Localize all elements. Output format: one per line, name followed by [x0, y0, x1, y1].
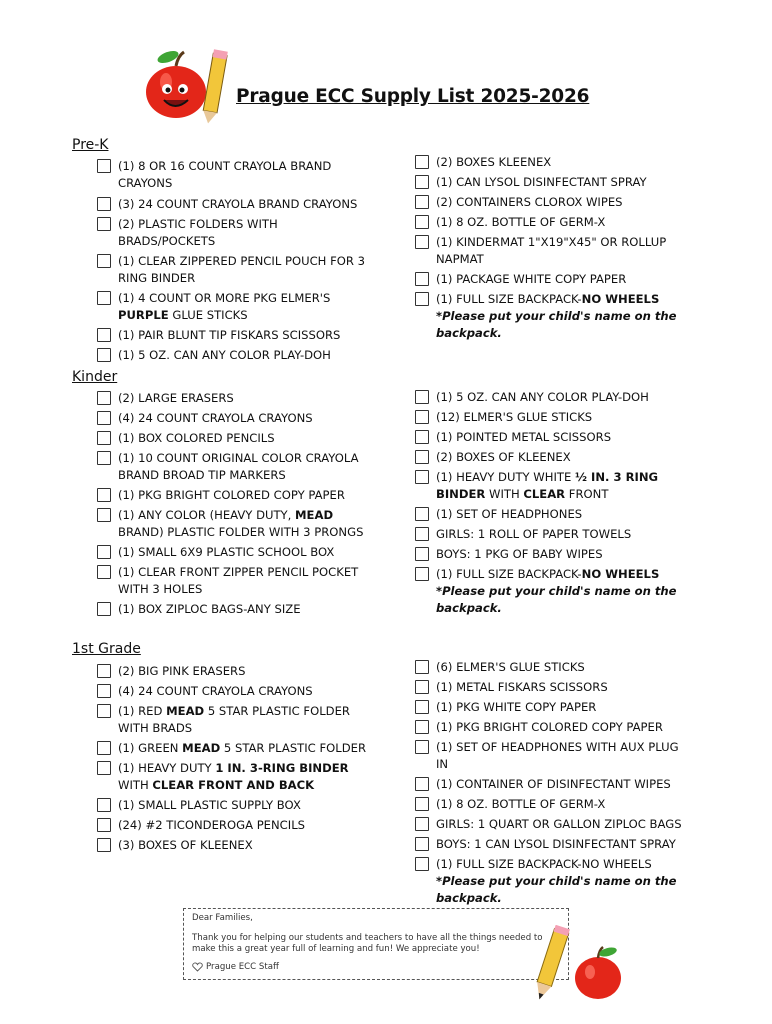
checkbox[interactable] [415, 837, 429, 851]
item-text: (2) BOXES OF KLEENEX [436, 450, 571, 464]
checkbox[interactable] [415, 507, 429, 521]
checkbox[interactable] [415, 390, 429, 404]
supply-item [415, 429, 687, 446]
item-text: (1) METAL FISKARS SCISSORS [436, 680, 608, 694]
item-text-emphasis: CLEAR FRONT AND BACK [152, 778, 315, 792]
section-title: Kinder [72, 369, 118, 385]
supply-item [415, 796, 687, 813]
supply-item [415, 214, 687, 231]
supply-item [415, 469, 687, 503]
item-text: (1) CONTAINER OF DISINFECTANT WIPES [436, 777, 671, 791]
checkbox[interactable] [97, 451, 111, 465]
item-note: *Please put your child's name on the backpack. [436, 584, 677, 615]
item-text-emphasis: ½ IN. 3 RING BINDER [436, 470, 659, 501]
checkbox[interactable] [415, 680, 429, 694]
item-text: WITH [485, 487, 524, 501]
item-text: BOYS: 1 CAN LYSOL DISINFECTANT SPRAY [436, 837, 676, 851]
apple-pencil-mascot-icon [138, 44, 238, 124]
item-text: (1) HEAVY DUTY WHITE [436, 470, 575, 484]
supply-item [415, 719, 687, 736]
heart-icon [192, 962, 203, 972]
supply-item [415, 679, 687, 696]
supply-item [97, 158, 372, 192]
item-text: (1) 5 OZ. CAN ANY COLOR PLAY-DOH [436, 390, 649, 404]
item-text: GIRLS: 1 ROLL OF PAPER TOWELS [436, 527, 632, 541]
item-text: (12) ELMER'S GLUE STICKS [436, 410, 593, 424]
checkbox[interactable] [415, 797, 429, 811]
item-text-emphasis: 1 IN. 3-RING BINDER [215, 761, 349, 775]
supply-item [97, 740, 372, 757]
supply-item [97, 450, 372, 484]
section-title: Pre-K [72, 137, 109, 153]
checkbox[interactable] [415, 547, 429, 561]
checkbox[interactable] [97, 291, 111, 305]
item-text: (2) BIG PINK ERASERS [118, 664, 246, 678]
supply-item [415, 776, 687, 793]
checkbox[interactable] [97, 704, 111, 718]
checkbox[interactable] [97, 798, 111, 812]
supply-item [97, 544, 372, 561]
supply-item [97, 487, 372, 504]
checkbox[interactable] [415, 527, 429, 541]
checkbox[interactable] [97, 684, 111, 698]
item-text: (3) 24 COUNT CRAYOLA BRAND CRAYONS [118, 197, 358, 211]
supply-item [97, 253, 372, 287]
item-text: (1) SET OF HEADPHONES [436, 507, 583, 521]
item-text: (1) PAIR BLUNT TIP FISKARS SCISSORS [118, 328, 341, 342]
checkbox[interactable] [97, 838, 111, 852]
supply-item [415, 659, 687, 676]
item-text: (1) FULL SIZE BACKPACK-NO WHEELS [436, 857, 652, 871]
checkbox[interactable] [415, 430, 429, 444]
item-text: (1) 8 OZ. BOTTLE OF GERM-X [436, 797, 606, 811]
section-title: 1st Grade [72, 641, 141, 657]
checkbox[interactable] [415, 777, 429, 791]
checkbox[interactable] [415, 292, 429, 306]
checkbox[interactable] [415, 817, 429, 831]
checkbox[interactable] [97, 761, 111, 775]
supply-item [415, 174, 687, 191]
item-text: (1) HEAVY DUTY [118, 761, 216, 775]
item-text: (1) 10 COUNT ORIGINAL COLOR CRAYOLA BRAND BROAD TIP MARKERS [118, 451, 359, 482]
item-text: (1) ANY COLOR (HEAVY DUTY, [118, 508, 296, 522]
checkbox[interactable] [97, 602, 111, 616]
item-text: (6) ELMER'S GLUE STICKS [436, 660, 585, 674]
note-signature [192, 962, 560, 972]
supply-item [97, 564, 372, 598]
checkbox[interactable] [415, 720, 429, 734]
item-text: (2) BOXES KLEENEX [436, 155, 552, 169]
checkbox[interactable] [415, 567, 429, 581]
supply-item [415, 699, 687, 716]
item-text: (1) SMALL 6X9 PLASTIC SCHOOL BOX [118, 545, 335, 559]
item-text: (1) BOX COLORED PENCILS [118, 431, 275, 445]
item-text: (1) 8 OZ. BOTTLE OF GERM-X [436, 215, 606, 229]
note-card [183, 908, 569, 980]
checkbox[interactable] [97, 488, 111, 502]
item-text: (1) SMALL PLASTIC SUPPLY BOX [118, 798, 301, 812]
item-text-emphasis: MEAD [182, 741, 221, 755]
checkbox[interactable] [415, 470, 429, 484]
supply-item [97, 760, 372, 794]
page-title: Prague ECC Supply List 2025-2026 [236, 86, 590, 107]
supply-item [97, 703, 372, 737]
item-text-emphasis: MEAD [166, 704, 205, 718]
supply-item [415, 856, 687, 907]
supply-item [415, 546, 687, 563]
item-text: (1) KINDERMAT 1"X19"X45" OR ROLLUP NAPMAT [436, 235, 667, 266]
supply-item [415, 836, 687, 853]
item-note: *Please put your child's name on the backpack. [436, 874, 677, 905]
supply-list-right [415, 389, 687, 617]
item-text: (1) 8 OR 16 COUNT CRAYOLA BRAND CRAYONS [118, 159, 332, 190]
checkbox[interactable] [415, 235, 429, 249]
item-text-emphasis: MEAD [295, 508, 334, 522]
supply-item [97, 410, 372, 427]
item-text: (1) BOX ZIPLOC BAGS-ANY SIZE [118, 602, 301, 616]
item-text: GLUE STICKS [168, 308, 248, 322]
supply-item [415, 234, 687, 268]
supply-item [97, 390, 372, 407]
item-text: 5 STAR PLASTIC FOLDER WITH BRADS [118, 704, 350, 735]
item-text: (2) CONTAINERS CLOROX WIPES [436, 195, 623, 209]
item-text: (1) CAN LYSOL DISINFECTANT SPRAY [436, 175, 647, 189]
item-text: GIRLS: 1 QUART OR GALLON ZIPLOC BAGS [436, 817, 682, 831]
item-text: (1) GREEN [118, 741, 183, 755]
item-text: (1) CLEAR FRONT ZIPPER PENCIL POCKET WITH 3 HOLES [118, 565, 359, 596]
item-text: (1) PKG BRIGHT COLORED COPY PAPER [436, 720, 663, 734]
supply-item [97, 507, 372, 541]
item-text: (1) SET OF HEADPHONES WITH AUX PLUG IN [436, 740, 679, 771]
item-text: (1) FULL SIZE BACKPACK- [436, 292, 582, 306]
supply-item [415, 409, 687, 426]
checkbox[interactable] [415, 700, 429, 714]
item-text: (24) #2 TICONDEROGA PENCILS [118, 818, 306, 832]
supply-item [97, 683, 372, 700]
supply-item [415, 506, 687, 523]
supply-list-left [97, 390, 372, 618]
item-text: (1) 5 OZ. CAN ANY COLOR PLAY-DOH [118, 348, 331, 362]
item-text-emphasis: PURPLE [118, 308, 169, 322]
supply-item [97, 817, 372, 834]
supply-item [97, 327, 372, 344]
supply-item [97, 837, 372, 854]
checkbox[interactable] [415, 195, 429, 209]
checkbox[interactable] [97, 348, 111, 362]
supply-list-left [97, 663, 372, 854]
checkbox[interactable] [415, 740, 429, 754]
checkbox[interactable] [97, 508, 111, 522]
supply-item [97, 430, 372, 447]
item-text: (3) BOXES OF KLEENEX [118, 838, 253, 852]
checkbox[interactable] [415, 660, 429, 674]
signature-text: Prague ECC Staff [206, 962, 279, 972]
item-text: WITH [118, 778, 153, 792]
supply-item [415, 449, 687, 466]
pencil-icon [528, 925, 573, 1005]
supply-item [415, 739, 687, 773]
item-text: (1) RED [118, 704, 167, 718]
supply-list-right [415, 154, 687, 342]
checkbox[interactable] [97, 197, 111, 211]
supply-item [415, 816, 687, 833]
item-text: (1) FULL SIZE BACKPACK- [436, 567, 582, 581]
checkbox[interactable] [415, 410, 429, 424]
checkbox[interactable] [97, 411, 111, 425]
item-text: BOYS: 1 PKG OF BABY WIPES [436, 547, 603, 561]
supply-item [97, 216, 372, 250]
item-text: (1) POINTED METAL SCISSORS [436, 430, 612, 444]
supply-list-left [97, 158, 372, 364]
item-text: (1) PKG WHITE COPY PAPER [436, 700, 597, 714]
checkbox[interactable] [415, 272, 429, 286]
checkbox[interactable] [415, 857, 429, 871]
page-header [138, 44, 590, 124]
supply-item [415, 389, 687, 406]
checkbox[interactable] [97, 431, 111, 445]
supply-item [415, 154, 687, 171]
checkbox[interactable] [97, 159, 111, 173]
item-text-emphasis: CLEAR [523, 487, 566, 501]
checkbox[interactable] [97, 818, 111, 832]
supply-item [415, 271, 687, 288]
checkbox[interactable] [415, 450, 429, 464]
supply-item [97, 601, 372, 618]
checkbox[interactable] [97, 254, 111, 268]
supply-item [415, 291, 687, 342]
note-body: Thank you for helping our students and teachers to have all the things needed to make this a great year full of learning and fun! We appreciate you! [192, 933, 543, 954]
checkbox[interactable] [415, 155, 429, 169]
supply-item [415, 566, 687, 617]
supply-item [415, 194, 687, 211]
apple-icon [572, 944, 624, 1002]
checkbox[interactable] [97, 328, 111, 342]
item-text: 5 STAR PLASTIC FOLDER [220, 741, 367, 755]
checkbox[interactable] [415, 175, 429, 189]
item-text-emphasis: NO WHEELS [581, 292, 660, 306]
supply-item [97, 663, 372, 680]
item-text: (2) LARGE ERASERS [118, 391, 234, 405]
checkbox[interactable] [97, 217, 111, 231]
checkbox[interactable] [415, 215, 429, 229]
supply-list-right [415, 659, 687, 907]
checkbox[interactable] [97, 565, 111, 579]
item-text: (1) PACKAGE WHITE COPY PAPER [436, 272, 627, 286]
item-text: (1) CLEAR ZIPPERED PENCIL POUCH FOR 3 RING BINDER [118, 254, 365, 285]
item-text-emphasis: NO WHEELS [581, 567, 660, 581]
supply-item [97, 347, 372, 364]
checkbox[interactable] [97, 391, 111, 405]
supply-item [97, 797, 372, 814]
item-text: (1) PKG BRIGHT COLORED COPY PAPER [118, 488, 345, 502]
checkbox[interactable] [97, 545, 111, 559]
item-text: (1) 4 COUNT OR MORE PKG ELMER'S [118, 291, 331, 305]
item-text: BRAND) PLASTIC FOLDER WITH 3 PRONGS [118, 525, 364, 539]
item-text: (4) 24 COUNT CRAYOLA CRAYONS [118, 684, 313, 698]
item-text: (2) PLASTIC FOLDERS WITH BRADS/POCKETS [118, 217, 278, 248]
checkbox[interactable] [97, 741, 111, 755]
item-note: *Please put your child's name on the backpack. [436, 309, 677, 340]
item-text: FRONT [565, 487, 609, 501]
supply-item [97, 290, 372, 324]
note-greeting: Dear Families, [192, 913, 253, 923]
item-text: (4) 24 COUNT CRAYOLA CRAYONS [118, 411, 313, 425]
supply-item [415, 526, 687, 543]
checkbox[interactable] [97, 664, 111, 678]
supply-item [97, 196, 372, 213]
